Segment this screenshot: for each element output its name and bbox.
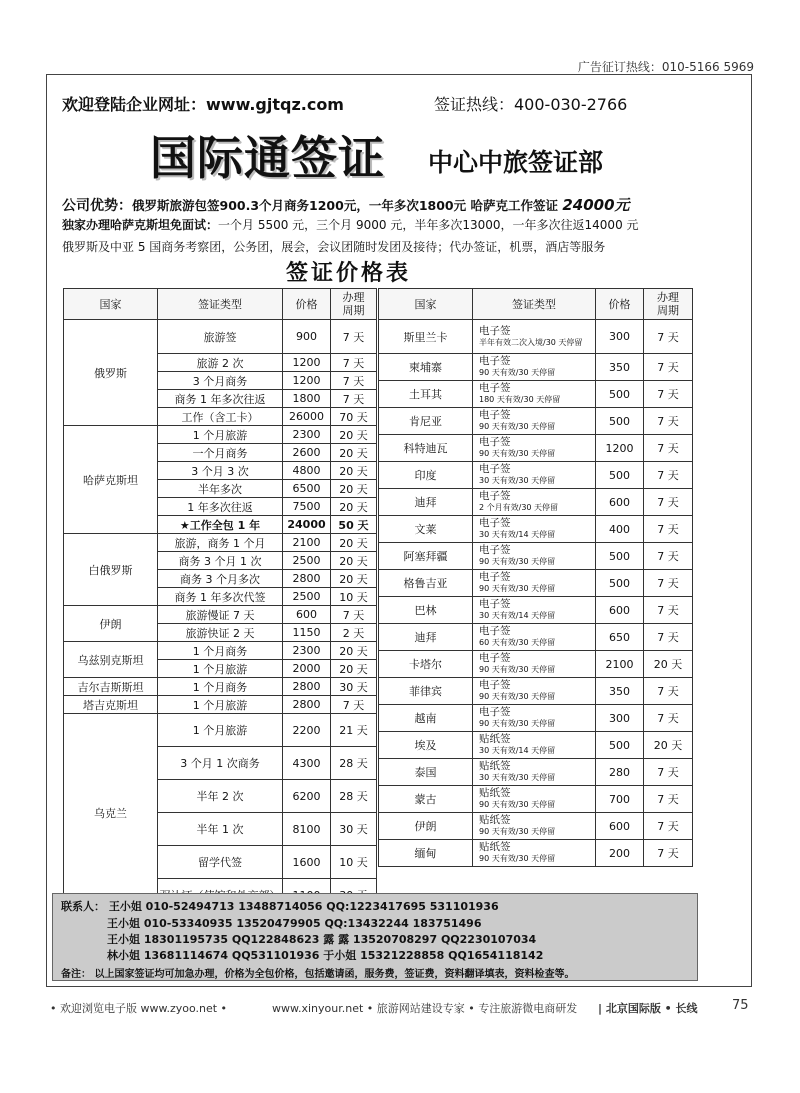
table-row — [379, 570, 693, 597]
visa-type-cell: 旅游快证 2 天 — [158, 624, 283, 642]
visa-type-cell: 1 个月旅游 — [158, 660, 283, 678]
header-visa-type: 签证类型 — [158, 289, 283, 320]
price-cell: 6200 — [283, 780, 331, 813]
country-cell: 越南 — [379, 705, 473, 732]
country-cell: 乌克兰 — [64, 714, 158, 912]
table-row — [379, 678, 693, 705]
period-cell: 7 天 — [331, 372, 377, 390]
price-table-right — [378, 288, 693, 867]
visa-detail: 30 天有效/14 天停留 — [479, 530, 556, 539]
country-cell: 俄罗斯 — [64, 320, 158, 426]
visa-type-cell: 旅游慢证 7 天 — [158, 606, 283, 624]
country-cell: 蒙古 — [379, 786, 473, 813]
visa-detail: 90 天有效/30 天停留 — [479, 422, 556, 431]
price-cell: 4800 — [283, 462, 331, 480]
visa-detail: 90 天有效/30 天停留 — [479, 665, 556, 674]
visa-type-cell — [473, 732, 596, 759]
table-row — [379, 381, 693, 408]
price-cell: 1200 — [283, 354, 331, 372]
price-cell: 2100 — [596, 651, 644, 678]
contact-row-4: 林小姐 13681114674 QQ531101936 于小姐 15321228858 QQ1654118142 — [107, 949, 544, 962]
period-cell: 7 天 — [644, 408, 693, 435]
table-row — [379, 516, 693, 543]
visa-type-cell: 1 个月旅游 — [158, 714, 283, 747]
contact-row-2: 王小姐 010-53340935 13520479905 QQ:13432244 183751496 — [107, 917, 482, 930]
period-cell: 20 天 — [331, 552, 377, 570]
services-line: 俄罗斯及中亚 5 国商务考察团，公务团，展会，会议团随时发团及接待；代办签证，机票，酒店等服务 — [62, 240, 606, 254]
period-cell: 7 天 — [644, 516, 693, 543]
period-cell: 2 天 — [331, 624, 377, 642]
table-row — [64, 642, 377, 660]
price-cell: 350 — [596, 354, 644, 381]
price-cell: 1600 — [283, 846, 331, 879]
table-row — [64, 714, 377, 747]
visa-type-label: 电子签 — [479, 679, 511, 691]
visa-type-cell: 商务 3 个月多次 — [158, 570, 283, 588]
contact-row-1: 联系人： 王小姐 010-52494713 13488714056 QQ:1223417695 531101936 — [61, 900, 499, 913]
footer-ebook-link[interactable]: • 欢迎浏览电子版 www.zyoo.net • — [50, 1002, 228, 1015]
table-row — [379, 732, 693, 759]
price-cell: 400 — [596, 516, 644, 543]
table-row — [379, 813, 693, 840]
visa-detail: 90 天有效/30 天停留 — [479, 800, 556, 809]
price-cell: 26000 — [283, 408, 331, 426]
visa-type-cell: 半年 2 次 — [158, 780, 283, 813]
table-row — [379, 786, 693, 813]
company-advantage — [62, 194, 630, 215]
table-row — [379, 435, 693, 462]
agency-title: 国际通签证 — [150, 131, 385, 185]
table-row — [379, 543, 693, 570]
price-cell: 600 — [283, 606, 331, 624]
visa-type-cell: 3 个月 3 次 — [158, 462, 283, 480]
price-cell: 2500 — [283, 588, 331, 606]
advantage-text: 俄罗斯旅游包签900.3个月商务1200元，一年多次1800元 哈萨克工作签证 — [132, 198, 558, 213]
period-cell: 20 天 — [331, 642, 377, 660]
visa-type-cell: 1 个月旅游 — [158, 696, 283, 714]
website-line[interactable]: 欢迎登陆企业网址：www.gjtqz.com — [62, 95, 344, 114]
visa-type-cell: ★工作全包 1 年 — [158, 516, 283, 534]
visa-type-cell: 商务 1 年多次往返 — [158, 390, 283, 408]
price-cell: 2600 — [283, 444, 331, 462]
visa-detail: 30 天有效/14 天停留 — [479, 746, 556, 755]
period-cell: 7 天 — [644, 597, 693, 624]
visa-hotline: 签证热线：400-030-2766 — [434, 95, 628, 114]
visa-type-cell — [473, 678, 596, 705]
country-cell: 哈萨克斯坦 — [64, 426, 158, 534]
visa-type-cell — [473, 354, 596, 381]
price-cell: 2300 — [283, 642, 331, 660]
period-cell: 10 天 — [331, 588, 377, 606]
period-cell: 20 天 — [331, 426, 377, 444]
visa-type-cell — [473, 408, 596, 435]
visa-type-cell — [473, 570, 596, 597]
period-cell: 7 天 — [644, 813, 693, 840]
price-cell: 500 — [596, 381, 644, 408]
period-cell: 7 天 — [644, 570, 693, 597]
period-cell: 20 天 — [331, 480, 377, 498]
price-cell: 4300 — [283, 747, 331, 780]
period-cell: 7 天 — [331, 354, 377, 372]
price-cell: 1150 — [283, 624, 331, 642]
period-cell: 20 天 — [331, 570, 377, 588]
visa-type-cell — [473, 320, 596, 354]
price-cell: 600 — [596, 813, 644, 840]
visa-type-cell — [473, 543, 596, 570]
period-cell: 7 天 — [644, 462, 693, 489]
header-period: 办理 周期 — [331, 289, 377, 320]
price-cell: 900 — [283, 320, 331, 354]
period-cell: 28 天 — [331, 747, 377, 780]
country-cell: 印度 — [379, 462, 473, 489]
visa-type-label: 电子签 — [479, 598, 511, 610]
price-cell: 24000 — [283, 516, 331, 534]
price-cell: 500 — [596, 732, 644, 759]
visa-type-cell — [473, 705, 596, 732]
visa-type-cell: 半年 1 次 — [158, 813, 283, 846]
country-cell: 塔吉克斯坦 — [64, 696, 158, 714]
visa-detail: 2 个月有效/30 天停留 — [479, 503, 559, 512]
visa-type-cell: 旅游 2 次 — [158, 354, 283, 372]
visa-type-cell: 1 个月旅游 — [158, 426, 283, 444]
footer-site-line[interactable]: www.xinyour.net • 旅游网站建设专家 • 专注旅游微电商研发 — [272, 1002, 578, 1015]
period-cell: 21 天 — [331, 714, 377, 747]
country-cell: 阿塞拜疆 — [379, 543, 473, 570]
price-cell: 2800 — [283, 696, 331, 714]
price-cell: 280 — [596, 759, 644, 786]
visa-type-cell — [473, 651, 596, 678]
visa-detail: 90 天有效/30 天停留 — [479, 854, 556, 863]
visa-type-cell — [473, 516, 596, 543]
visa-type-cell: 旅游签 — [158, 320, 283, 354]
table-row — [379, 489, 693, 516]
table-row — [64, 678, 377, 696]
header-price: 价格 — [596, 289, 644, 320]
period-cell: 7 天 — [644, 435, 693, 462]
price-cell: 2800 — [283, 678, 331, 696]
price-cell: 8100 — [283, 813, 331, 846]
period-cell: 20 天 — [331, 462, 377, 480]
visa-type-label: 贴纸签 — [479, 814, 511, 826]
period-cell: 30 天 — [331, 813, 377, 846]
visa-type-label: 电子签 — [479, 490, 511, 502]
visa-type-label: 电子签 — [479, 652, 511, 664]
visa-type-cell: 1 个月商务 — [158, 678, 283, 696]
period-cell: 7 天 — [644, 381, 693, 408]
visa-type-cell: 3 个月商务 — [158, 372, 283, 390]
period-cell: 7 天 — [331, 696, 377, 714]
period-cell: 50 天 — [331, 516, 377, 534]
table-row — [64, 426, 377, 444]
country-cell: 格鲁吉亚 — [379, 570, 473, 597]
visa-detail: 60 天有效/30 天停留 — [479, 638, 556, 647]
period-cell: 7 天 — [331, 606, 377, 624]
table-row — [64, 534, 377, 552]
period-cell: 70 天 — [331, 408, 377, 426]
visa-detail: 90 天有效/30 天停留 — [479, 827, 556, 836]
advantage-price: 24000元 — [562, 196, 630, 214]
period-cell: 20 天 — [331, 498, 377, 516]
visa-type-cell — [473, 435, 596, 462]
price-cell: 1200 — [596, 435, 644, 462]
country-cell: 卡塔尔 — [379, 651, 473, 678]
contact-row-3: 王小姐 18301195735 QQ122848623 露 露 13520708297 QQ2230107034 — [107, 933, 537, 946]
visa-type-cell — [473, 813, 596, 840]
visa-type-cell — [473, 786, 596, 813]
price-cell: 2300 — [283, 426, 331, 444]
country-cell: 乌兹别克斯坦 — [64, 642, 158, 678]
country-cell: 迪拜 — [379, 489, 473, 516]
visa-type-label: 电子签 — [479, 517, 511, 529]
country-cell: 伊朗 — [64, 606, 158, 642]
period-cell: 7 天 — [644, 678, 693, 705]
header-period: 办理 周期 — [644, 289, 693, 320]
visa-detail: 90 天有效/30 天停留 — [479, 584, 556, 593]
advantage-label: 公司优势： — [62, 198, 132, 214]
visa-detail: 90 天有效/30 天停留 — [479, 449, 556, 458]
country-cell: 巴林 — [379, 597, 473, 624]
period-cell: 10 天 — [331, 846, 377, 879]
header-price: 价格 — [283, 289, 331, 320]
table-row — [379, 462, 693, 489]
price-table-title: 签证价格表 — [286, 260, 412, 286]
country-cell: 缅甸 — [379, 840, 473, 867]
period-cell: 20 天 — [644, 651, 693, 678]
visa-type-label: 贴纸签 — [479, 787, 511, 799]
period-cell: 30 天 — [331, 678, 377, 696]
visa-type-cell: 3 个月 1 次商务 — [158, 747, 283, 780]
header-visa-type: 签证类型 — [473, 289, 596, 320]
period-cell: 7 天 — [644, 489, 693, 516]
period-cell: 7 天 — [644, 759, 693, 786]
agency-advert — [52, 88, 706, 284]
visa-type-label: 电子签 — [479, 463, 511, 475]
visa-type-cell: 一个月商务 — [158, 444, 283, 462]
period-cell: 7 天 — [644, 705, 693, 732]
country-cell: 吉尔吉斯斯坦 — [64, 678, 158, 696]
country-cell: 科特迪瓦 — [379, 435, 473, 462]
price-cell: 2200 — [283, 714, 331, 747]
contact-box — [52, 893, 698, 981]
visa-type-label: 电子签 — [479, 571, 511, 583]
visa-type-cell — [473, 624, 596, 651]
visa-detail: 90 天有效/30 天停留 — [479, 368, 556, 377]
visa-type-cell: 半年多次 — [158, 480, 283, 498]
country-cell: 伊朗 — [379, 813, 473, 840]
price-cell: 300 — [596, 705, 644, 732]
table-row — [379, 759, 693, 786]
visa-type-label: 电子签 — [479, 409, 511, 421]
price-table-left — [63, 288, 377, 912]
table-row — [379, 597, 693, 624]
table-header-row — [379, 289, 693, 320]
price-cell: 500 — [596, 570, 644, 597]
price-cell: 2800 — [283, 570, 331, 588]
kazakh-label: 独家办理哈萨克斯坦免面试： — [62, 218, 219, 232]
header-country: 国家 — [379, 289, 473, 320]
period-cell: 7 天 — [644, 624, 693, 651]
visa-type-label: 贴纸签 — [479, 733, 511, 745]
period-cell: 28 天 — [331, 780, 377, 813]
price-cell: 600 — [596, 489, 644, 516]
visa-detail: 90 天有效/30 天停留 — [479, 692, 556, 701]
period-cell: 7 天 — [331, 320, 377, 354]
country-cell: 白俄罗斯 — [64, 534, 158, 606]
visa-type-label: 电子签 — [479, 324, 511, 337]
footer-section: | 北京国际版 • 长线 — [598, 1002, 698, 1015]
table-row — [379, 354, 693, 381]
kazakh-offer — [62, 216, 639, 233]
period-cell: 7 天 — [644, 354, 693, 381]
price-cell: 200 — [596, 840, 644, 867]
visa-type-label: 电子签 — [479, 625, 511, 637]
agency-subtitle: 中心中旅签证部 — [428, 148, 604, 177]
page-number: 75 — [732, 998, 749, 1013]
table-row — [379, 624, 693, 651]
period-cell: 20 天 — [644, 732, 693, 759]
country-cell: 文莱 — [379, 516, 473, 543]
price-cell: 1800 — [283, 390, 331, 408]
kazakh-text: 一个月 5500 元，三个月 9000 元，半年多次13000，一年多次往返14000 元 — [218, 218, 639, 232]
price-cell: 300 — [596, 320, 644, 354]
table-row — [64, 606, 377, 624]
visa-type-cell: 旅游，商务 1 个月 — [158, 534, 283, 552]
visa-type-label: 电子签 — [479, 355, 511, 367]
visa-type-label: 电子签 — [479, 382, 511, 394]
country-cell: 菲律宾 — [379, 678, 473, 705]
country-cell: 埃及 — [379, 732, 473, 759]
visa-type-cell: 工作（含工卡） — [158, 408, 283, 426]
price-cell: 1200 — [283, 372, 331, 390]
visa-detail: 半年有效二次入境/30 天停留 — [479, 337, 583, 347]
price-cell: 700 — [596, 786, 644, 813]
ad-hotline: 广告征订热线：010-5166 5969 — [577, 60, 754, 74]
price-cell: 500 — [596, 462, 644, 489]
country-cell: 泰国 — [379, 759, 473, 786]
table-row — [379, 408, 693, 435]
period-cell: 20 天 — [331, 444, 377, 462]
price-cell: 2000 — [283, 660, 331, 678]
visa-type-cell — [473, 597, 596, 624]
visa-detail: 90 天有效/30 天停留 — [479, 719, 556, 728]
visa-type-cell — [473, 840, 596, 867]
period-cell: 7 天 — [331, 390, 377, 408]
price-cell: 500 — [596, 408, 644, 435]
table-row — [379, 840, 693, 867]
price-cell: 6500 — [283, 480, 331, 498]
table-row — [379, 651, 693, 678]
visa-type-label: 电子签 — [479, 544, 511, 556]
table-row — [64, 696, 377, 714]
period-cell: 7 天 — [644, 840, 693, 867]
country-cell: 肯尼亚 — [379, 408, 473, 435]
visa-detail: 30 天有效/14 天停留 — [479, 611, 556, 620]
visa-detail: 180 天有效/30 天停留 — [479, 395, 561, 404]
visa-type-cell: 1 个月商务 — [158, 642, 283, 660]
visa-type-cell: 商务 3 个月 1 次 — [158, 552, 283, 570]
visa-detail: 30 天有效/30 天停留 — [479, 773, 556, 782]
price-cell: 350 — [596, 678, 644, 705]
period-cell: 20 天 — [331, 534, 377, 552]
visa-type-cell: 留学代签 — [158, 846, 283, 879]
table-row — [64, 320, 377, 354]
visa-type-label: 贴纸签 — [479, 841, 511, 853]
table-row — [379, 320, 693, 354]
price-cell: 7500 — [283, 498, 331, 516]
visa-type-cell — [473, 381, 596, 408]
country-cell: 斯里兰卡 — [379, 320, 473, 354]
visa-type-label: 电子签 — [479, 706, 511, 718]
period-cell: 20 天 — [331, 660, 377, 678]
header-country: 国家 — [64, 289, 158, 320]
period-cell: 7 天 — [644, 543, 693, 570]
price-cell: 500 — [596, 543, 644, 570]
visa-type-label: 贴纸签 — [479, 760, 511, 772]
price-cell: 600 — [596, 597, 644, 624]
period-cell: 7 天 — [644, 786, 693, 813]
visa-type-cell: 1 年多次往返 — [158, 498, 283, 516]
table-row — [379, 705, 693, 732]
price-cell: 650 — [596, 624, 644, 651]
visa-detail: 90 天有效/30 天停留 — [479, 557, 556, 566]
visa-type-cell — [473, 759, 596, 786]
country-cell: 土耳其 — [379, 381, 473, 408]
country-cell: 迪拜 — [379, 624, 473, 651]
visa-detail: 30 天有效/30 天停留 — [479, 476, 556, 485]
visa-type-label: 电子签 — [479, 436, 511, 448]
visa-type-cell — [473, 462, 596, 489]
period-cell: 7 天 — [644, 320, 693, 354]
table-header-row — [64, 289, 377, 320]
country-cell: 柬埔寨 — [379, 354, 473, 381]
visa-type-cell — [473, 489, 596, 516]
price-cell: 2100 — [283, 534, 331, 552]
contact-note: 备注： 以上国家签证均可加急办理，价格为全包价格，包括邀请函，服务费，签证费，资料翻译填表，资料检查等。 — [61, 969, 575, 980]
visa-type-cell: 商务 1 年多次代签 — [158, 588, 283, 606]
price-cell: 2500 — [283, 552, 331, 570]
